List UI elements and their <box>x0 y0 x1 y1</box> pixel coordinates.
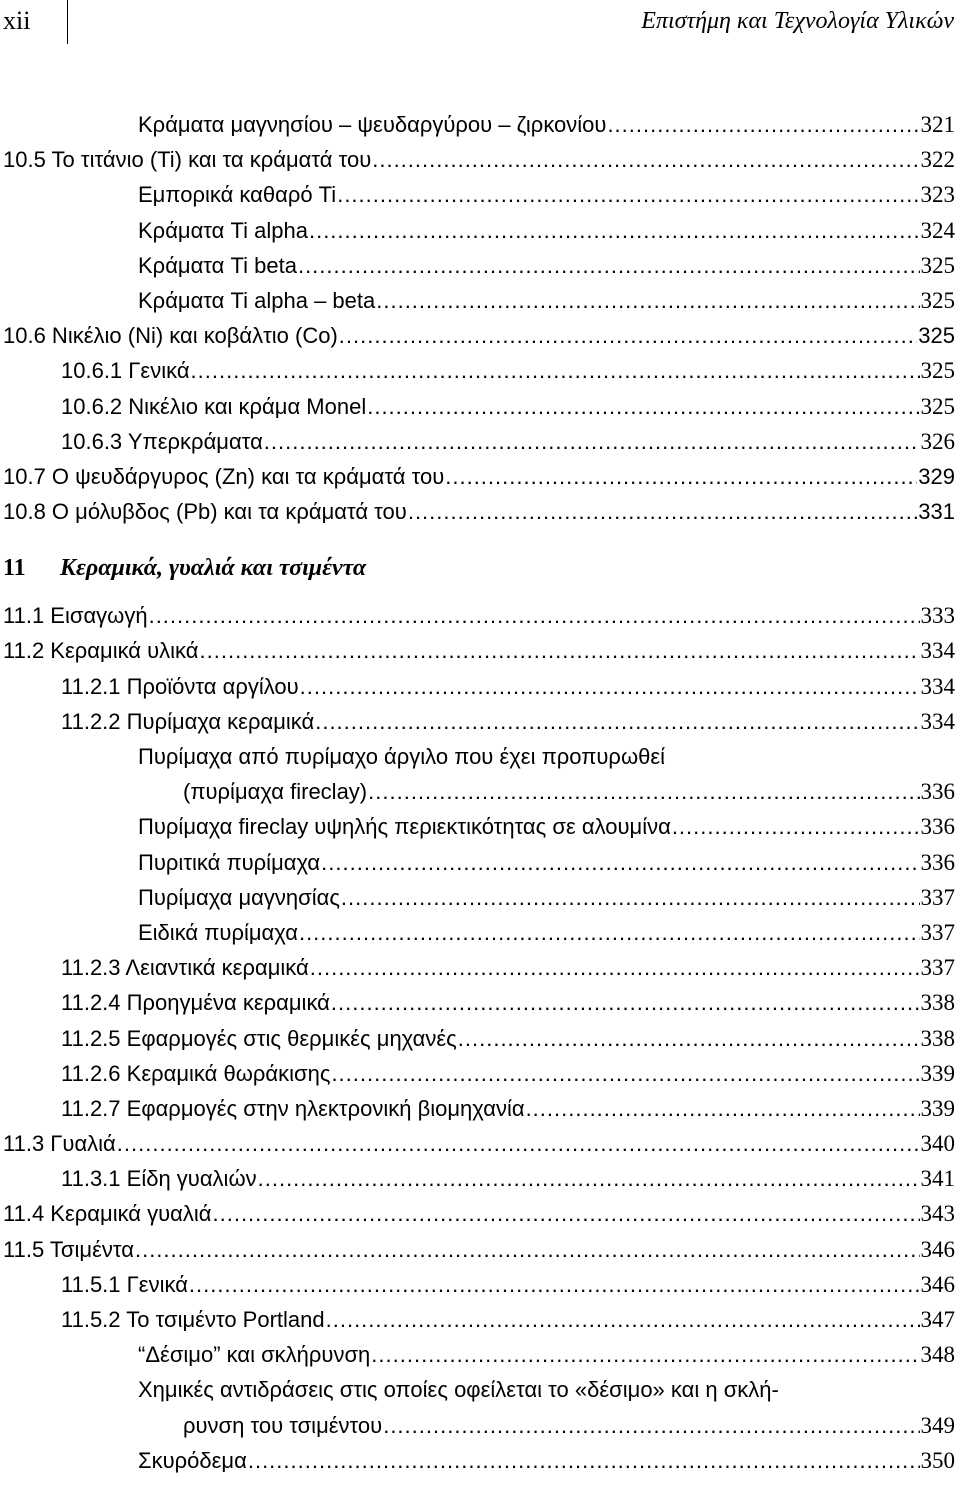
dot-leader <box>264 424 920 459</box>
toc-page-number: 325 <box>920 358 955 384</box>
toc-entry[interactable] <box>0 107 960 142</box>
toc-page-number: 337 <box>920 919 955 945</box>
toc-entry-title: Πυρίμαχα fireclay υψηλής περιεκτικότητας σε αλουμίνα <box>138 814 671 840</box>
page-header <box>0 0 960 44</box>
toc-entry[interactable] <box>0 283 960 318</box>
toc-page-number: 338 <box>920 990 955 1016</box>
toc-page-number: 339 <box>920 1095 955 1121</box>
dot-leader <box>337 177 919 212</box>
dot-leader <box>672 809 920 844</box>
toc-entry-title: ρυνση του τσιμέντου <box>183 1412 383 1438</box>
toc-entry[interactable] <box>0 669 960 704</box>
toc-entry-title: 10.6.2 Νικέλιο και κράμα Monel <box>61 393 367 419</box>
toc-entry-title: Πυριτικά πυρίμαχα <box>138 849 321 875</box>
toc-page-number: 334 <box>920 673 955 699</box>
toc-entry[interactable] <box>0 774 960 809</box>
toc-page-number: 341 <box>920 1166 955 1192</box>
dot-leader <box>300 669 920 704</box>
page-number: xii <box>3 6 31 35</box>
toc-entry[interactable] <box>0 1443 960 1478</box>
toc-entry-title: 11.5.1 Γενικά <box>61 1271 188 1297</box>
toc-page-number: 349 <box>920 1412 955 1438</box>
dot-leader <box>371 1337 919 1372</box>
toc-entry[interactable] <box>0 1196 960 1231</box>
dot-leader <box>299 915 920 950</box>
toc-page-number: 329 <box>918 463 955 489</box>
toc-entry-title: 11.2.6 Κεραμικά θωράκισης <box>61 1060 331 1086</box>
toc-page-number: 324 <box>920 217 955 243</box>
toc-page-number: 346 <box>920 1271 955 1297</box>
toc-entry[interactable] <box>0 1091 960 1126</box>
toc-entry[interactable] <box>0 633 960 668</box>
toc-entry-title: 11.2.2 Πυρίμαχα κεραμικά <box>61 708 315 734</box>
toc-entry-title: Κράματα Ti alpha <box>138 217 308 243</box>
toc-entry[interactable] <box>0 353 960 388</box>
dot-leader <box>298 248 920 283</box>
chapter-title: Κεραμικά, γυαλιά και τσιμέντα <box>60 555 367 582</box>
toc-page-number: 338 <box>920 1025 955 1051</box>
dot-leader <box>191 353 920 388</box>
toc-entry-title: 10.8 Ο μόλυβδος (Pb) και τα κράματά του <box>3 499 407 525</box>
toc-entry-title: Κράματα Ti alpha – beta <box>138 287 376 313</box>
toc-page-number: 350 <box>920 1447 955 1473</box>
toc-entry[interactable] <box>0 424 960 459</box>
toc-page-number: 323 <box>920 182 955 208</box>
toc-entry-title: 11.2.1 Προϊόντα αργίλου <box>61 673 299 699</box>
toc-entry[interactable] <box>0 1267 960 1302</box>
toc-entry[interactable] <box>0 880 960 915</box>
chapter-heading <box>0 543 960 593</box>
toc-entry-title: 10.6 Νικέλιο (Ni) και κοβάλτιο (Co) <box>3 323 338 349</box>
toc-entry-title: Σκυρόδεμα <box>138 1447 247 1473</box>
dot-leader <box>321 845 919 880</box>
dot-leader <box>258 1161 920 1196</box>
dot-leader <box>315 704 919 739</box>
toc-entry-title: Κράματα Ti beta <box>138 252 297 278</box>
toc-entry-title: 11.5.2 Το τσιμέντο Portland <box>61 1307 325 1332</box>
toc-entry-title: 11.3 Γυαλιά <box>3 1131 116 1157</box>
running-title: Επιστήμη και Τεχνολογία Υλικών <box>641 8 954 34</box>
dot-leader <box>331 1056 919 1091</box>
toc-entry[interactable] <box>0 950 960 985</box>
toc-page-number: 334 <box>920 638 955 664</box>
chapter-number: 11 <box>3 555 26 582</box>
toc-entry-title: 11.4 Κεραμικά γυαλιά <box>3 1201 212 1227</box>
toc-entry-title: Εμπορικά καθαρό Ti <box>138 182 337 208</box>
toc-entry-title: 11.5 Τσιμέντα <box>3 1236 134 1262</box>
toc-page-number: 325 <box>918 323 955 349</box>
toc-page-number: 322 <box>920 147 955 173</box>
table-of-contents <box>0 107 960 1478</box>
toc-page-number: 337 <box>920 955 955 981</box>
toc-entry-title: Πυρίμαχα μαγνησίας <box>138 884 340 910</box>
toc-page-number: 348 <box>920 1342 955 1368</box>
toc-entry-title: 11.2.5 Εφαρμογές στις θερμικές μηχανές <box>61 1025 457 1051</box>
toc-page-number: 346 <box>920 1236 955 1262</box>
toc-entry[interactable] <box>0 494 960 529</box>
toc-entry[interactable] <box>0 1302 960 1337</box>
toc-entry[interactable] <box>0 177 960 212</box>
toc-page-number: 334 <box>920 708 955 734</box>
toc-entry[interactable] <box>0 248 960 283</box>
dot-leader <box>458 1021 920 1056</box>
toc-page-number: 336 <box>920 779 955 805</box>
dot-leader <box>309 213 920 248</box>
toc-entry-line[interactable]: Χημικές αντιδράσεις στις οποίες οφείλεται το «δέσιμο» και η σκλή- <box>138 1377 779 1403</box>
toc-entry[interactable] <box>0 318 960 353</box>
toc-entry[interactable] <box>0 1337 960 1372</box>
dot-leader <box>326 1302 920 1337</box>
dot-leader <box>248 1443 920 1478</box>
dot-leader <box>383 1408 919 1443</box>
dot-leader <box>526 1091 920 1126</box>
toc-page-number: 333 <box>920 603 955 629</box>
toc-entry-line[interactable]: Πυρίμαχα από πυρίμαχο άργιλο που έχει προπυρωθεί <box>138 744 666 769</box>
toc-entry[interactable] <box>0 1021 960 1056</box>
toc-page-number: 326 <box>920 428 955 454</box>
toc-page-number: 347 <box>920 1307 955 1332</box>
dot-leader <box>339 318 918 353</box>
dot-leader <box>149 598 920 633</box>
toc-entry[interactable] <box>0 1232 960 1267</box>
toc-entry[interactable] <box>0 213 960 248</box>
toc-entry-title: 11.2 Κεραμικά υλικά <box>3 638 199 664</box>
dot-leader <box>310 950 920 985</box>
toc-entry-title: 11.2.7 Εφαρμογές στην ηλεκτρονική βιομηχανία <box>61 1095 525 1121</box>
toc-page-number: 336 <box>920 849 955 875</box>
dot-leader <box>117 1126 920 1161</box>
toc-entry[interactable] <box>0 1408 960 1443</box>
toc-entry[interactable] <box>0 985 960 1020</box>
header-divider <box>67 0 68 44</box>
toc-entry-title: Ειδικά πυρίμαχα <box>138 919 298 945</box>
toc-page-number: 343 <box>920 1201 955 1227</box>
toc-page-number: 321 <box>920 112 955 137</box>
toc-entry[interactable] <box>0 459 960 494</box>
dot-leader <box>135 1232 920 1267</box>
toc-page-number: 325 <box>920 393 955 419</box>
toc-entry[interactable] <box>0 1126 960 1161</box>
toc-entry[interactable] <box>0 142 960 177</box>
toc-entry[interactable] <box>0 704 960 739</box>
toc-entry-title: 10.6.3 Υπερκράματα <box>61 428 263 454</box>
toc-entry[interactable] <box>0 809 960 844</box>
dot-leader <box>372 142 919 177</box>
dot-leader <box>376 283 919 318</box>
toc-entry[interactable] <box>0 389 960 424</box>
toc-entry-title: “Δέσιμο” και σκλήρυνση <box>138 1342 371 1368</box>
toc-entry-title: 10.6.1 Γενικά <box>61 358 190 384</box>
toc-page-number: 339 <box>920 1060 955 1086</box>
dot-leader <box>213 1196 920 1231</box>
toc-page-number: 340 <box>920 1131 955 1157</box>
toc-entry-title: 11.2.4 Προηγμένα κεραμικά <box>61 990 330 1016</box>
dot-leader <box>189 1267 920 1302</box>
toc-page-number: 331 <box>918 499 955 525</box>
dot-leader <box>445 459 917 494</box>
dot-leader <box>368 774 919 809</box>
toc-entry-title: Κράματα μαγνησίου – ψευδαργύρου – ζιρκονίου <box>138 112 607 137</box>
toc-entry-title: 11.2.3 Λειαντικά κεραμικά <box>61 955 309 981</box>
toc-entry[interactable] <box>0 845 960 880</box>
toc-entry[interactable] <box>0 915 960 950</box>
toc-entry-title: 10.7 Ο ψευδάργυρος (Zn) και τα κράματά του <box>3 463 445 489</box>
toc-page-number: 336 <box>920 814 955 840</box>
dot-leader <box>607 107 919 142</box>
toc-entry-title: 10.5 Το τιτάνιο (Ti) και τα κράματά του <box>3 147 372 173</box>
toc-page-number: 325 <box>920 252 955 278</box>
dot-leader <box>200 633 920 668</box>
toc-entry[interactable] <box>0 1161 960 1196</box>
toc-entry-title: (πυρίμαχα fireclay) <box>183 779 368 805</box>
toc-page-number: 325 <box>920 287 955 313</box>
dot-leader <box>341 880 920 915</box>
dot-leader <box>408 494 917 529</box>
toc-page-number: 337 <box>920 884 955 910</box>
toc-entry-title: 11.1 Εισαγωγή <box>3 603 148 629</box>
dot-leader <box>367 389 919 424</box>
dot-leader <box>331 985 920 1020</box>
toc-entry-title: 11.3.1 Είδη γυαλιών <box>61 1166 257 1192</box>
toc-entry[interactable] <box>0 598 960 633</box>
toc-entry[interactable] <box>0 1056 960 1091</box>
